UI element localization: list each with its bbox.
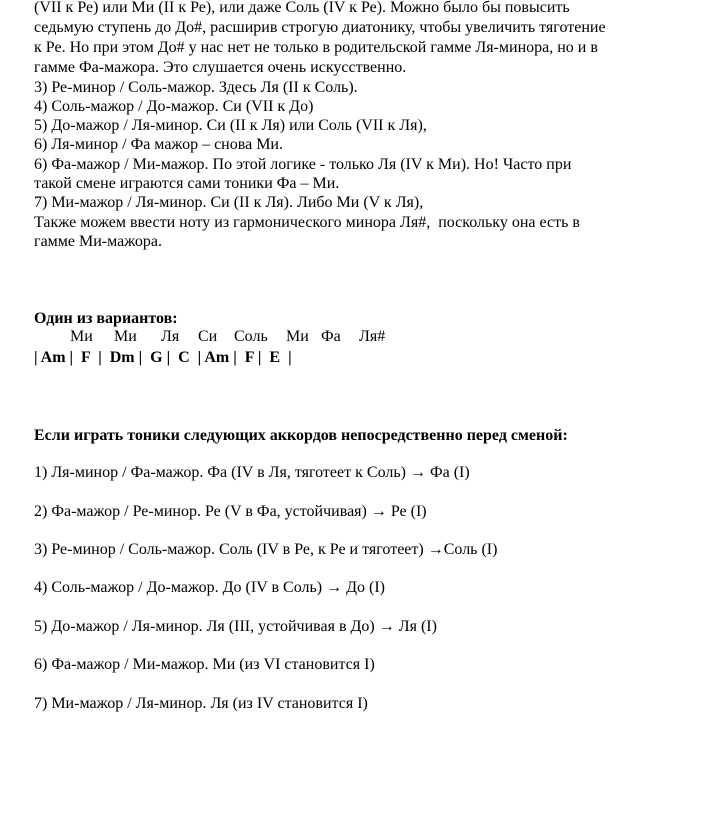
note-label: Ля bbox=[161, 328, 180, 345]
note-row bbox=[34, 327, 434, 346]
intro-line: 4) Соль-мажор / До-мажор. Си (VII к До) bbox=[34, 98, 314, 115]
intro-line: седьмую ступень до До#, расширив строгую диатонику, чтобы увеличить тяготение bbox=[34, 19, 606, 36]
intro-line: 6) Ля-минор / Фа мажор – снова Ми. bbox=[34, 136, 283, 153]
intro-line: 6) Фа-мажор / Ми-мажор. По этой логике - только Ля (IV к Ми). Но! Часто при bbox=[34, 156, 572, 173]
list-item: 1) Ля-минор / Фа-мажор. Фа (IV в Ля, тяготеет к Соль) → Фа (I) bbox=[34, 464, 470, 481]
intro-line: (VII к Ре) или Ми (II к Ре), или даже Соль (IV к Ре). Можно было бы повысить bbox=[34, 0, 570, 16]
intro-line: 3) Ре-минор / Соль-мажор. Здесь Ля (II к Соль). bbox=[34, 79, 358, 96]
list-item: 6) Фа-мажор / Ми-мажор. Ми (из VI становится I) bbox=[34, 656, 375, 673]
variant-heading: Один из вариантов: bbox=[34, 310, 178, 327]
note-label: Фа bbox=[321, 328, 341, 345]
note-label: Ля# bbox=[359, 328, 386, 345]
intro-line: гамме Ми-мажора. bbox=[34, 233, 163, 250]
note-label: Ми bbox=[286, 328, 309, 345]
list-item: 2) Фа-мажор / Ре-минор. Ре (V в Фа, устойчивая) → Ре (I) bbox=[34, 503, 427, 520]
note-label: Ми bbox=[114, 328, 137, 345]
list-item: 7) Ми-мажор / Ля-минор. Ля (из IV становится I) bbox=[34, 695, 368, 712]
list-item: 4) Соль-мажор / До-мажор. До (IV в Соль) → До (I) bbox=[34, 579, 385, 596]
chord-progression: | Am | F | Dm | G | C | Am | F | E | bbox=[34, 349, 292, 366]
list-item: 5) До-мажор / Ля-минор. Ля (III, устойчивая в До) → Ля (I) bbox=[34, 618, 437, 635]
intro-line: 5) До-мажор / Ля-минор. Си (II к Ля) или Соль (VII к Ля), bbox=[34, 117, 427, 134]
note-label: Ми bbox=[70, 328, 93, 345]
intro-line: 7) Ми-мажор / Ля-минор. Си (II к Ля). Либо Ми (V к Ля), bbox=[34, 194, 424, 211]
note-label: Соль bbox=[234, 328, 268, 345]
intro-line: Также можем ввести ноту из гармонического минора Ля#, поскольку она есть в bbox=[34, 214, 580, 231]
note-label: Си bbox=[198, 328, 218, 345]
intro-line: гамме Фа-мажора. Это слушается очень искусственно. bbox=[34, 59, 407, 76]
intro-line: такой смене играются сами тоники Фа – Ми. bbox=[34, 175, 340, 192]
section-heading: Если играть тоники следующих аккордов непосредственно перед сменой: bbox=[34, 427, 568, 444]
list-item: 3) Ре-минор / Соль-мажор. Соль (IV в Ре, к Ре и тяготеет) →Соль (I) bbox=[34, 541, 498, 558]
intro-line: к Ре. Но при этом До# у нас нет не только в родительской гамме Ля-минора, но и в bbox=[34, 39, 598, 56]
